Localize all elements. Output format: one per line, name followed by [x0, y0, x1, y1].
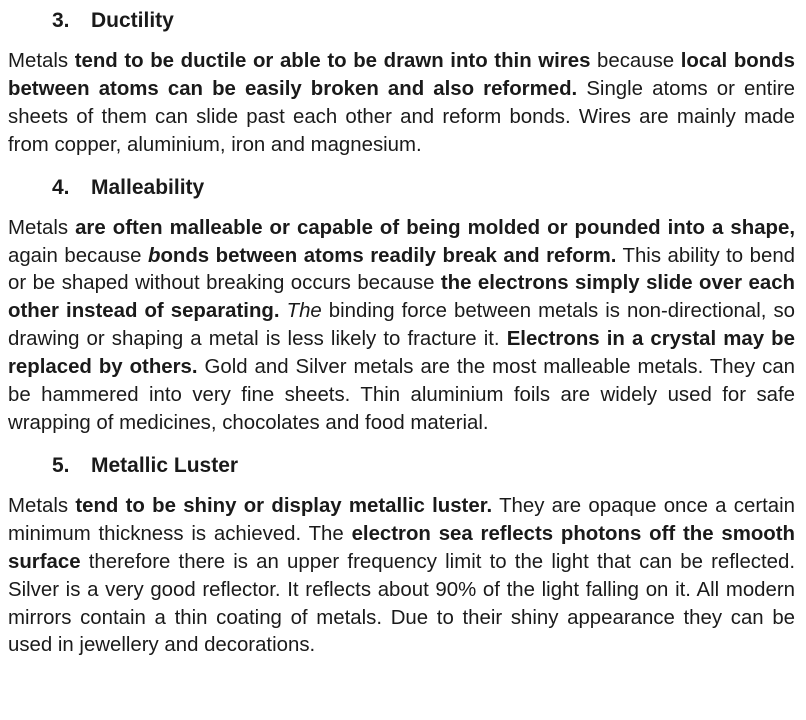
section-title: Metallic Luster [91, 453, 239, 477]
section-number: 3. [52, 9, 70, 32]
text-run [280, 300, 287, 322]
text-run: again because [8, 244, 148, 267]
text-run: Single atoms or entire sheets of them can slide past each other and reform bonds. Wires are mainly made from copper, aluminium, iron and magnesium. [8, 77, 795, 156]
text-run: Metals [8, 50, 75, 72]
section-metallic-luster [8, 452, 795, 660]
document-page [8, 0, 795, 660]
text-run: They are opaque once a certain minimum thickness is achieved. The [8, 494, 795, 545]
italic-text-run: The [286, 300, 322, 323]
bold-text-run: local bonds between atoms can be easily broken and also reformed. [8, 50, 795, 100]
section-title: Malleability [91, 175, 205, 199]
text-run: Gold and Silver metals are the most malleable metals. They can be hammered into very fine sheets. Thin aluminium foils are widely used for safe wrapping of medicines, chocolates and food material. [8, 356, 796, 434]
section-heading [8, 7, 795, 35]
section-ductility [8, 7, 795, 160]
text-run: This ability to bend or be shaped without breaking occurs because [8, 244, 795, 295]
section-number: 5. [52, 453, 70, 477]
bold-text-run: tend to be shiny or display metallic luster. [75, 494, 493, 517]
text-run: therefore there is an upper frequency limit to the light that can be reflected. Silver is a very good reflector. It reflects about 90% of the light falling on it. All modern mirrors contain a thin coating of metals. Due to their shiny appearance they can be used in jewellery and decorations. [8, 550, 795, 657]
section-number: 4. [52, 175, 70, 199]
section-paragraph [8, 215, 795, 438]
section-paragraph [8, 48, 795, 160]
bold-text-run: electron sea reflects photons off the smooth surface [8, 522, 795, 573]
bold-text-run: tend to be ductile or able to be drawn into thin wires [74, 50, 591, 72]
text-run: Metals [8, 216, 76, 239]
text-run: Metals [8, 494, 76, 517]
text-run: because [590, 50, 681, 72]
section-title: Ductility [91, 9, 174, 32]
bold-text-run: Electrons in a crystal may be replaced by others. [8, 328, 795, 379]
bold-text-run: onds between atoms readily break and reform. [160, 244, 617, 267]
bold-text-run [148, 245, 160, 267]
bold-text-run: the electrons simply slide over each other instead of separating. [8, 272, 796, 323]
section-paragraph [8, 493, 795, 660]
section-heading [8, 174, 795, 202]
text-run: binding force between metals is non-directional, so drawing or shaping a metal is less likely to fracture it. [8, 300, 796, 351]
bold-italic-text-run: b [147, 244, 161, 267]
section-heading [8, 452, 795, 480]
bold-text-run: are often malleable or capable of being molded or pounded into a shape, [75, 216, 795, 239]
section-malleability [8, 174, 795, 438]
